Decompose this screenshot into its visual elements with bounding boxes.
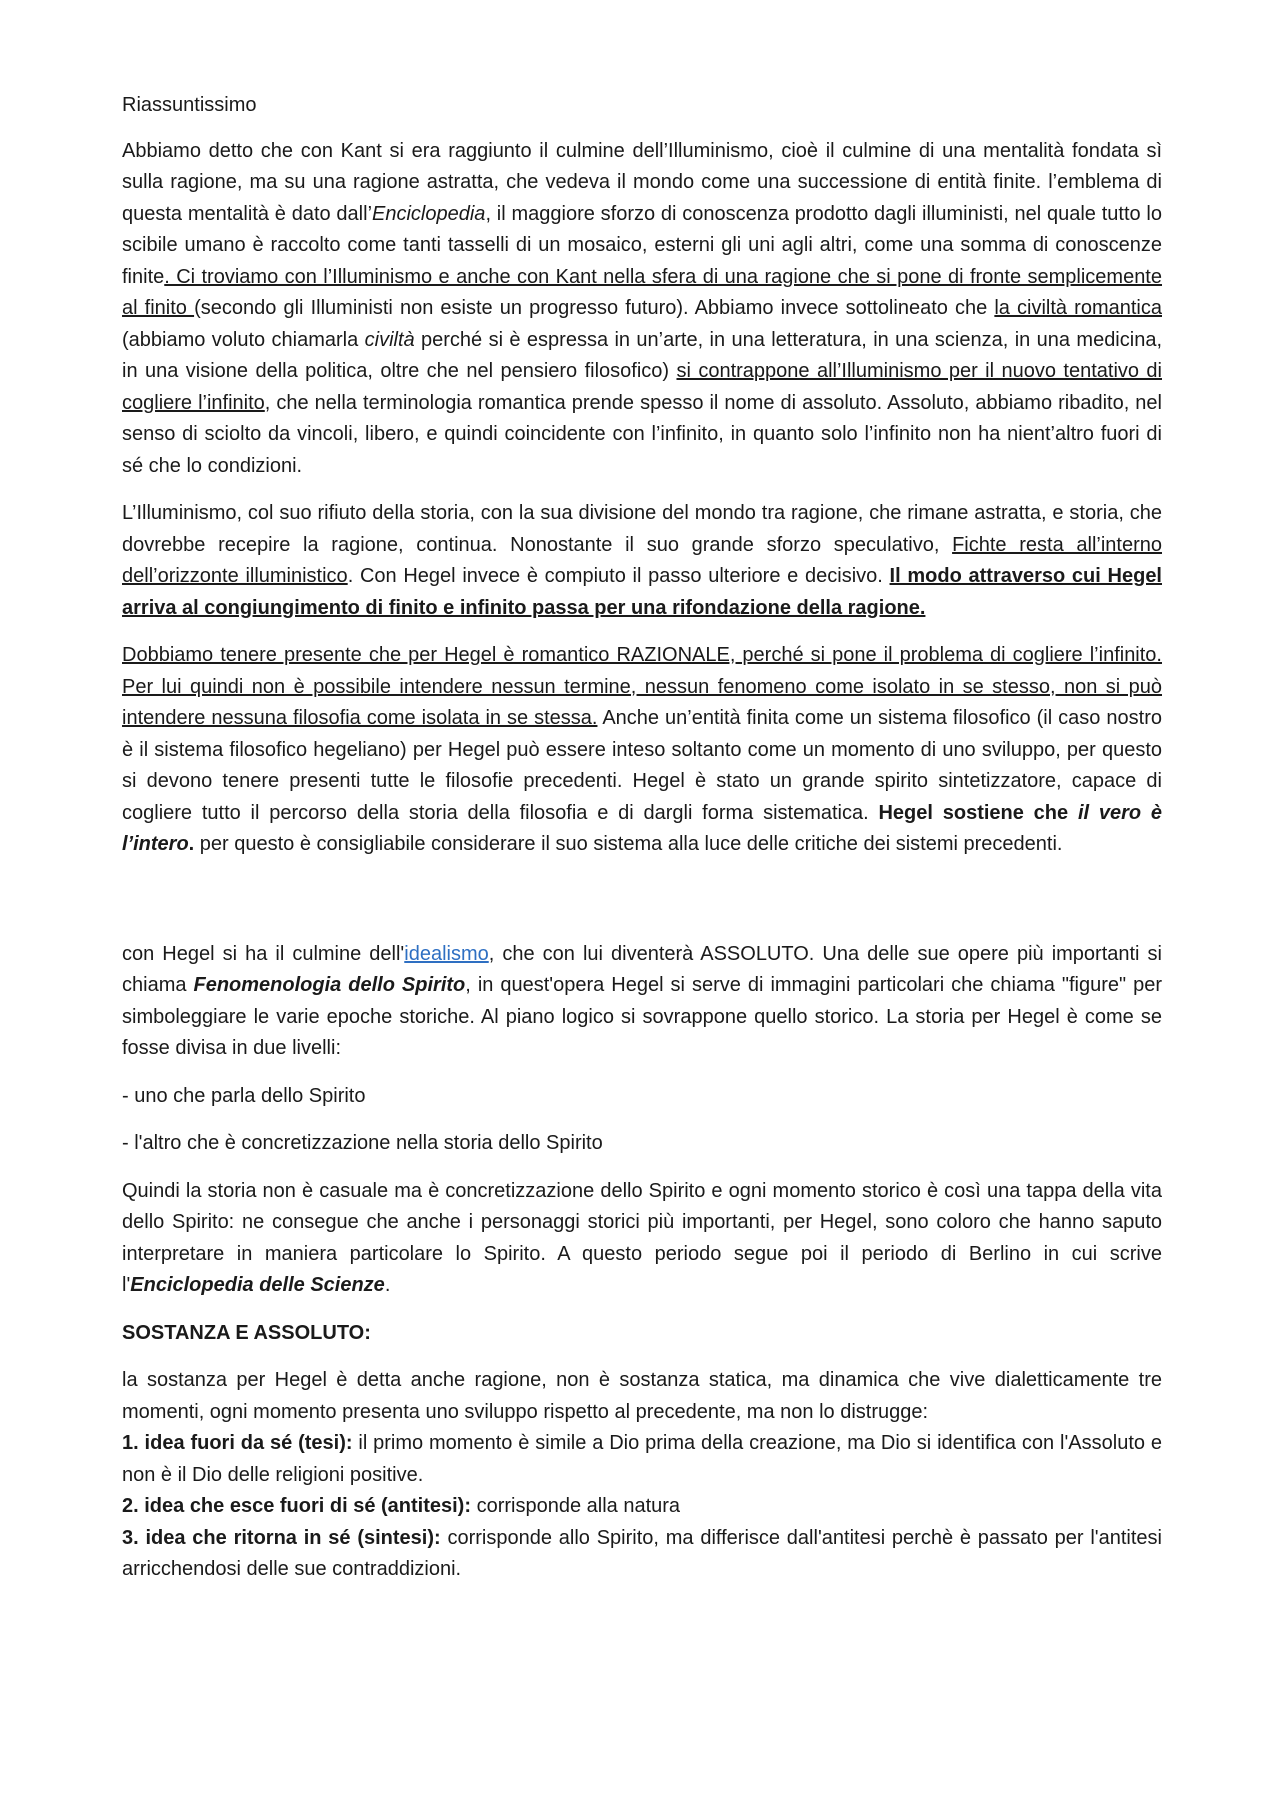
bold-italic-run: Fenomenologia dello Spirito <box>193 974 466 996</box>
text-run: (secondo gli Illuministi non esiste un progresso futuro). Abbiamo invece sottolineato che <box>194 297 995 319</box>
bold-run: Hegel sostiene che <box>878 801 1078 824</box>
section-heading: SOSTANZA E ASSOLUTO: <box>122 1321 371 1344</box>
italic-run: Enciclopedia <box>372 202 486 225</box>
text-run: perché si è espressa in un’arte, in una letteratura, in una scienza, in una medicina, in una visione della politica, oltre che nel pensiero filosofico) <box>122 328 1163 382</box>
bold-italic-run: Enciclopedia delle Scienze <box>130 1274 385 1296</box>
text-run: Quindi la storia non è casuale ma è concretizzazione dello Spirito e ogni momento storico è così una tappa della vita dello Spirito: ne consegue che anche i personaggi storici più importanti, per Hegel, sono coloro che hanno saputo interpretare in maniera particolare lo Spirito. A questo periodo segue poi il periodo di Berlino in cui scrive l' <box>122 1179 1162 1296</box>
item-text: il primo momento è simile a Dio prima della creazione, ma Dio si identifica con l'Assoluto e non è il Dio delle religioni positive. <box>122 1432 1162 1486</box>
underlined-run: . Ci troviamo con l’Illuminismo e anche con Kant nella sfera di una ragione che si pone di fronte semplicemente al finito <box>122 265 1162 319</box>
paragraph-idealismo <box>122 939 1162 1065</box>
item-text: corrisponde alla natura <box>471 1495 681 1517</box>
underlined-run: Dobbiamo tenere presente che per Hegel è romantico RAZIONALE, perché si pone il problema di cogliere l’infinito. Per lui quindi non è possibile intendere nessun termine, nessun fenomeno come isolato in se stesso, non si può intendere nessuna filosofia come isolata in se stessa. <box>122 644 1162 729</box>
numbered-item <box>122 1491 1162 1523</box>
list-item: - l'altro che è concretizzazione nella storia dello Spirito <box>122 1132 603 1154</box>
bold-run: . <box>188 833 195 855</box>
sostanza-block <box>122 1365 1162 1586</box>
bold-underlined-run: Il modo attraverso cui Hegel arriva al congiungimento di finito e infinito passa per una rifondazione della ragione. <box>122 565 1162 619</box>
paragraph-kant-illuminismo <box>122 136 1162 483</box>
text-run: L’Illuminismo, col suo rifiuto della storia, con la sua divisione del mondo tra ragione, che rimane astratta, e storia, che dovrebbe recepire la ragione, continua. Nonostante il suo grande sforzo speculativo, <box>122 502 1162 556</box>
text-run: con Hegel si ha il culmine dell' <box>122 942 405 965</box>
text-run: , che nella terminologia romantica prende spesso il nome di assoluto. Assoluto, abbiamo ribadito, nel senso di sciolto da vincoli, libero, e quindi coincidente con l’infinito, in quanto solo l’infinito non ha nient’altro fuori di sé che lo condizioni. <box>122 391 1162 477</box>
text-run: per questo è consigliabile considerare il suo sistema alla luce delle critiche dei sistemi precedenti. <box>194 833 1063 855</box>
text-run: , in quest'opera Hegel si serve di immagini particolari che chiama "figure" per simboleggiare le varie epoche storiche. Al piano logico si sovrappone quello storico. La storia per Hegel è come se fosse divisa in due livelli: <box>122 974 1162 1059</box>
text-run: . <box>384 1274 391 1296</box>
item-label: 3. idea che ritorna in sé (sintesi): <box>122 1526 441 1549</box>
bold-italic-run: il vero è l’intero <box>122 801 1163 855</box>
italic-run: civiltà <box>364 328 415 351</box>
numbered-item <box>122 1428 1162 1491</box>
text-run: Abbiamo detto che con Kant si era raggiunto il culmine dell’Illuminismo, cioè il culmine di una mentalità fondata sì sulla ragione, ma su una ragione astratta, che vedeva il mondo come una successione di entità finite. l’emblema di questa mentalità è dato dall’ <box>122 139 1162 225</box>
text-run: Anche un’entità finita come un sistema filosofico (il caso nostro è il sistema filosofico hegeliano) per Hegel può essere inteso soltanto come un momento di uno sviluppo, per questo si devono tenere presenti tutte le filosofie precedenti. Hegel è stato un grande spirito sintetizzatore, capace di cogliere tutto il percorso della storia della filosofia e di dargli forma sistematica. <box>122 707 1162 824</box>
underlined-run: si contrappone all’Illuminismo per il nuovo tentativo di cogliere l’infinito <box>122 360 1162 414</box>
text-run: , che con lui diventerà ASSOLUTO. Una delle sue opere più importanti si chiama <box>122 942 1162 996</box>
paragraph-sostanza: la sostanza per Hegel è detta anche ragione, non è sostanza statica, ma dinamica che vive dialetticamente tre momenti, ogni momento presenta uno sviluppo rispetto al precedente, ma non lo distrugge: <box>122 1369 1162 1423</box>
paragraph-storia-spirito <box>122 1176 1162 1302</box>
underlined-run: la civiltà romantica <box>994 297 1162 319</box>
paragraph-fichte-hegel <box>122 498 1162 624</box>
document-page <box>122 90 1162 1602</box>
paragraph-hegel-razionale <box>122 640 1162 861</box>
text-run: , il maggiore sforzo di conoscenza prodotto dagli illuministi, nel quale tutto lo scibile umano è raccolto come tanti tasselli di un mosaico, esterni gli uni agli altri, come una somma di conoscenze finite <box>122 202 1162 288</box>
item-text: corrisponde allo Spirito, ma differisce dall'antitesi perchè è passato per l'antitesi arricchendosi delle sue contraddizioni. <box>122 1526 1162 1580</box>
numbered-item <box>122 1523 1162 1586</box>
text-run: (abbiamo voluto chiamarla <box>122 328 365 351</box>
document-title: Riassuntissimo <box>122 94 257 116</box>
underlined-run: Fichte resta all’interno dell’orizzonte illuministico <box>122 533 1162 587</box>
list-item: - uno che parla dello Spirito <box>122 1084 366 1107</box>
idealismo-link[interactable]: idealismo <box>404 942 489 965</box>
item-label: 1. idea fuori da sé (tesi): <box>122 1432 353 1454</box>
item-label: 2. idea che esce fuori di sé (antitesi): <box>122 1495 472 1517</box>
text-run: . Con Hegel invece è compiuto il passo ulteriore e decisivo. <box>347 565 890 587</box>
